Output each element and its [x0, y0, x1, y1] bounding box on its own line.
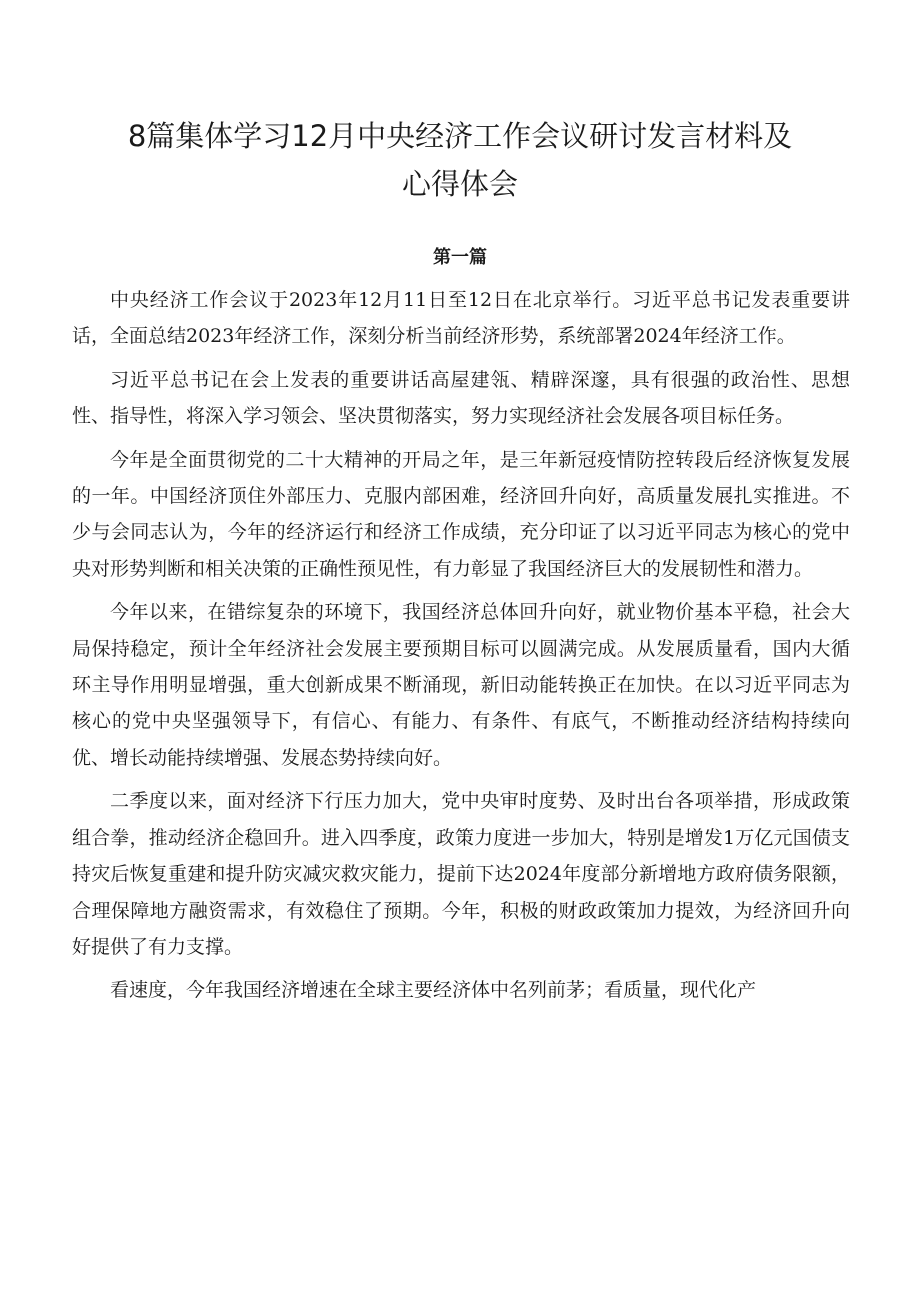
paragraph: 习近平总书记在会上发表的重要讲话高屋建瓴、精辟深邃，具有很强的政治性、思想性、指导性，将深入学习领会、坚决贯彻落实，努力实现经济社会发展各项目标任务。 [72, 368, 850, 428]
document-title-line-2: 心得体会 [401, 167, 518, 201]
paragraph: 今年以来，在错综复杂的环境下，我国经济总体回升向好，就业物价基本平稳，社会大局保持稳定，预计全年经济社会发展主要预期目标可以圆满完成。从发展质量看，国内大循环主导作用明显增强，重大创新成果不断涌现，新旧动能转换正在加快。在以习近平同志为核心的党中央坚强领导下，有信心、有能力、有条件、有底气，不断推动经济结构持续向优、增长动能持续增强、发展态势持续向好。 [72, 601, 850, 769]
paragraph: 今年是全面贯彻党的二十大精神的开局之年，是三年新冠疫情防控转段后经济恢复发展的一年。中国经济顶住外部压力、克服内部困难，经济回升向好，高质量发展扎实推进。不少与会同志认为，今年的经济运行和经济工作成绩，充分印证了以习近平同志为核心的党中央对形势判断和相关决策的正确性预见性，有力彰显了我国经济巨大的发展韧性和潜力。 [72, 448, 850, 580]
paragraph: 看速度，今年我国经济增速在全球主要经济体中名列前茅；看质量，现代化产 [110, 979, 757, 1002]
paragraph: 中央经济工作会议于2023年12月11日至12日在北京举行。习近平总书记发表重要讲话，全面总结2023年经济工作，深刻分析当前经济形势，系统部署2024年经济工作。 [72, 289, 850, 348]
document-body [72, 282, 850, 1016]
section-heading: 第一篇 [433, 247, 487, 268]
paragraph: 二季度以来，面对经济下行压力加大，党中央审时度势、及时出台各项举措，形成政策组合拳，推动经济企稳回升。进入四季度，政策力度进一步加大，特别是增发1万亿元国债支持灾后恢复重建和提升防灾减灾救灾能力，提前下达2024年度部分新增地方政府债务限额，合理保障地方融资需求，有效稳住了预期。今年，积极的财政政策加力提效，为经济回升向好提供了有力支撑。 [72, 790, 850, 958]
document-title-line-1: 8篇集体学习12月中央经济工作会议研讨发言材料及 [127, 119, 793, 153]
document-title [80, 112, 840, 208]
